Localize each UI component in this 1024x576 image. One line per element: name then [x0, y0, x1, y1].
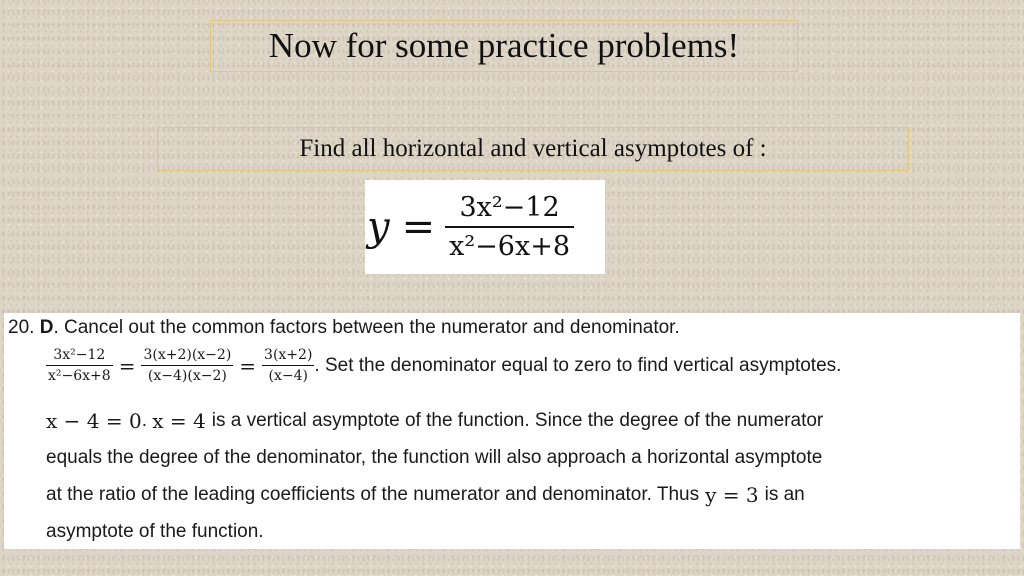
answer-line-1: [8, 317, 680, 339]
equation-vertical-asymptote: x = 4: [152, 409, 206, 433]
answer-number: 20.: [8, 317, 35, 338]
fraction-bar: [141, 365, 233, 366]
problem-equation: [365, 180, 605, 274]
fraction-simplified-den: (x−4): [268, 368, 308, 384]
fraction-bar: [46, 365, 113, 366]
slide-title: [210, 20, 798, 72]
equals-sign: =: [118, 353, 136, 378]
answer-line-1-text: . Cancel out the common factors between the numerator and denominator.: [53, 317, 680, 338]
fraction-factored-den: (x−4)(x−2): [147, 368, 227, 384]
answer-line-4-text: equals the degree of the denominator, the function will also approach a horizontal asymptote: [46, 447, 823, 468]
equals-sign: =: [239, 353, 257, 378]
answer-line-3: x − 4 = 0 . x = 4 is a vertical asymptote of the function. Since the degree of the numerator: [46, 409, 824, 433]
answer-letter: D: [39, 317, 54, 338]
answer-line-5-end: is an: [764, 484, 805, 505]
answer-line-5: [46, 483, 805, 507]
problem-prompt-text: Find all horizontal and vertical asymptotes of :: [299, 135, 767, 162]
fraction-bar: [445, 226, 574, 228]
equation-denominator-zero: x − 4 = 0: [46, 409, 142, 433]
fraction-original-den: x²−6x+8: [48, 368, 111, 384]
equation-fraction: [445, 192, 574, 262]
problem-prompt: [157, 127, 909, 171]
answer-line-6-text: asymptote of the function.: [46, 521, 264, 542]
fraction-simplified: [262, 347, 314, 384]
answer-line-2: [46, 347, 841, 384]
answer-line-4: [46, 447, 822, 469]
fraction-simplified-num: 3(x+2): [264, 347, 313, 363]
answer-explanation: [4, 313, 1020, 549]
equation-denominator: x²−6x+8: [449, 231, 571, 262]
fraction-factored-num: 3(x+2)(x−2): [143, 347, 232, 363]
fraction-factored: [141, 347, 233, 384]
answer-line-6: [46, 521, 264, 543]
fraction-original: [46, 347, 113, 384]
fraction-original-num: 3x²−12: [53, 347, 106, 363]
equation-horizontal-asymptote: y = 3: [705, 483, 759, 507]
answer-line-3-text: is a vertical asymptote of the function. Since the degree of the numerator: [211, 410, 824, 431]
equation-lhs: y: [367, 204, 390, 250]
slide-title-text: Now for some practice problems!: [268, 26, 740, 65]
answer-line-5-text: at the ratio of the leading coefficients of the numerator and denominator. Thus: [46, 484, 700, 505]
equation-equals: =: [401, 204, 436, 250]
answer-line-2-text: . Set the denominator equal to zero to find vertical asymptotes.: [314, 354, 842, 376]
fraction-bar: [262, 365, 314, 366]
equation-numerator: 3x²−12: [459, 192, 560, 223]
